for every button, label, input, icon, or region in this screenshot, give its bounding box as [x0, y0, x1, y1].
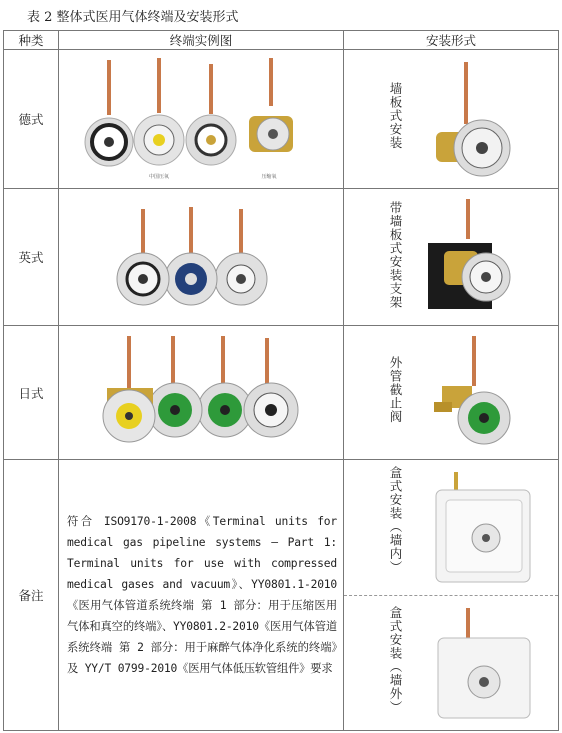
header-install: 安装形式: [344, 31, 559, 50]
terminal-photo: [198, 336, 252, 437]
kind-british: 英式: [4, 189, 59, 326]
install-label: 盒式安装（墙内）: [388, 466, 403, 574]
terminal-photo: [215, 209, 267, 305]
terminal-photo: [117, 209, 169, 305]
table-row: [4, 189, 559, 326]
install-label: 带墙板式安装支架: [388, 201, 403, 309]
install-box: [344, 460, 559, 731]
terminal-photo: [186, 64, 236, 165]
photo-japanese-terminals: [59, 326, 344, 460]
install-label: 外管截止阀: [388, 356, 403, 424]
terminal-photo: [134, 58, 184, 165]
table-row: [4, 326, 559, 460]
install-photo: [414, 602, 544, 727]
terminal-photo: [244, 338, 298, 437]
install-photo: [414, 195, 544, 320]
header-example: 终端实例图: [59, 31, 344, 50]
terminal-photo: [103, 336, 155, 442]
terminal-photo: [249, 58, 293, 152]
header-kind: 种类: [4, 31, 59, 50]
kind-german: 德式: [4, 50, 59, 189]
install-british: [344, 189, 559, 326]
photo-german-terminals: [59, 50, 344, 189]
kind-japanese: 日式: [4, 326, 59, 460]
table-row: [4, 460, 559, 731]
install-japanese: [344, 326, 559, 460]
photo-label: 中国压氧: [148, 174, 170, 180]
install-photo: [414, 58, 544, 183]
terminal-table: [3, 30, 559, 731]
install-german: [344, 50, 559, 189]
terminal-photo: [148, 336, 202, 437]
standards-note: 符合 ISO9170-1-2008《Terminal units for medical gas pipeline systems – Part 1: Terminal units for use with compressed medical gases and vacuum》、YY0801.1-2010《医用气体管道系统终端 第 1 部分：用于压缩医用气体和真空的终端》、YY0801.2-2010《医用气体管道系统终端 第 2 部分：用于麻醉气体净化系统的终端》及 YY/T 0799-2010《医用气体低压软管组件》要求: [59, 460, 344, 731]
table-caption: 表 2 整体式医用气体终端及安装形式: [27, 10, 239, 25]
terminal-photo: [165, 207, 217, 305]
table-row: [4, 50, 559, 189]
install-photo: [414, 466, 544, 591]
kind-notes: 备注: [4, 460, 59, 731]
terminal-photo: [85, 60, 133, 166]
install-label: 盒式安装（墙外）: [388, 606, 403, 714]
header-row: [4, 31, 559, 50]
photo-british-terminals: [59, 189, 344, 326]
install-label: 墙板式安装: [388, 82, 403, 150]
install-photo: [414, 332, 544, 457]
photo-label: 压缩氧: [261, 174, 277, 180]
